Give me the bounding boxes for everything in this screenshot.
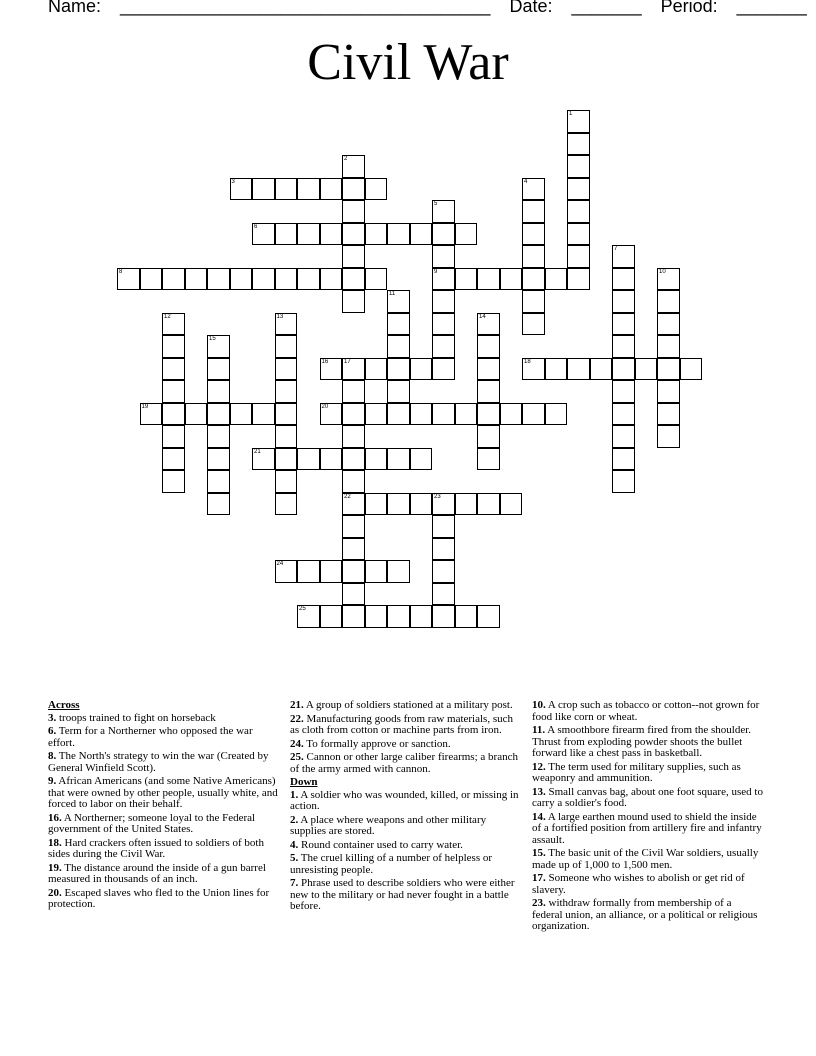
crossword-cell[interactable] xyxy=(590,358,613,381)
clue-item xyxy=(48,838,280,861)
crossword-cell[interactable] xyxy=(432,605,455,628)
crossword-cell[interactable] xyxy=(612,403,635,426)
clue-item xyxy=(532,762,764,785)
crossword-cell[interactable] xyxy=(432,245,455,268)
crossword-cell[interactable] xyxy=(342,448,365,471)
clue-number: 25. xyxy=(290,751,304,763)
clue-number: 1. xyxy=(290,788,299,801)
crossword-cell[interactable] xyxy=(207,380,230,403)
clue-number: 22 xyxy=(344,493,351,500)
crossword-cell[interactable] xyxy=(612,335,635,358)
crossword-cell[interactable] xyxy=(522,245,545,268)
crossword-cell[interactable] xyxy=(432,290,455,313)
clue-item xyxy=(48,813,280,836)
clue-number: 20. xyxy=(48,886,62,899)
crossword-cell[interactable] xyxy=(162,380,185,403)
clue-number: 19. xyxy=(48,861,62,874)
clue-number: 6 xyxy=(254,223,258,230)
clue-text: Hard crackers often issued to soldiers of both sides during the Civil War. xyxy=(48,836,264,860)
crossword-cell[interactable] xyxy=(162,448,185,471)
clues-column-3 xyxy=(532,700,764,935)
crossword-cell[interactable] xyxy=(410,358,433,381)
crossword-cell[interactable] xyxy=(275,335,298,358)
clue-number: 16. xyxy=(48,811,62,824)
crossword-cell[interactable] xyxy=(410,493,433,516)
crossword-cell[interactable] xyxy=(185,268,208,291)
clue-text: African Americans (and some Native Americans) that were owned by other people, usually white, and forced to labor on their behalf. xyxy=(48,775,278,810)
crossword-cell[interactable] xyxy=(342,290,365,313)
crossword-cell[interactable] xyxy=(567,110,590,133)
crossword-cell[interactable] xyxy=(207,493,230,516)
crossword-cell[interactable] xyxy=(320,448,343,471)
crossword-cell[interactable] xyxy=(432,358,455,381)
clue-number: 21. xyxy=(290,699,304,711)
crossword-cell[interactable] xyxy=(567,178,590,201)
down-clue-list xyxy=(532,700,764,933)
clue-number: 10 xyxy=(659,268,666,275)
clue-text: Term for a Northerner who opposed the war effort. xyxy=(48,725,253,749)
crossword-cell[interactable] xyxy=(342,380,365,403)
clue-number: 3 xyxy=(231,178,235,185)
clue-text: Round container used to carry water. xyxy=(298,838,463,851)
crossword-cell[interactable] xyxy=(297,178,320,201)
crossword-cell[interactable] xyxy=(657,358,680,381)
crossword-cell[interactable] xyxy=(207,425,230,448)
clue-number: 7 xyxy=(614,246,618,252)
crossword-cell[interactable] xyxy=(342,560,365,583)
clue-text: Cannon or other large caliber firearms; a branch of the army armed with cannon. xyxy=(290,751,518,775)
crossword-cell[interactable] xyxy=(252,268,275,291)
clue-item xyxy=(532,898,764,933)
clue-number: 5. xyxy=(290,852,299,864)
crossword-cell[interactable] xyxy=(410,403,433,426)
clue-number: 8 xyxy=(119,268,123,275)
clue-item xyxy=(290,790,522,813)
crossword-cell[interactable] xyxy=(477,268,500,291)
crossword-cell[interactable] xyxy=(342,268,365,291)
crossword-cell[interactable] xyxy=(522,290,545,313)
crossword-cell[interactable] xyxy=(342,358,365,381)
clue-item xyxy=(48,888,280,911)
crossword-cell[interactable] xyxy=(567,155,590,178)
clue-text: A group of soldiers stationed at a military post. xyxy=(303,699,513,711)
clue-number: 25 xyxy=(299,606,306,612)
crossword-cell[interactable] xyxy=(567,358,590,381)
crossword-cell[interactable] xyxy=(365,403,388,426)
crossword-cell[interactable] xyxy=(275,268,298,291)
period-blank[interactable]: _______ xyxy=(736,0,807,16)
clue-text: A Northerner; someone loyal to the Federal government of the United States. xyxy=(48,811,256,835)
crossword-cell[interactable] xyxy=(522,223,545,246)
clues-column-2 xyxy=(290,700,522,915)
crossword-cell[interactable] xyxy=(387,290,410,313)
clue-text: The basic unit of the Civil War soldiers, usually made up of 1,000 to 1,500 men. xyxy=(532,847,759,871)
crossword-cell[interactable] xyxy=(140,403,163,426)
clue-number: 13 xyxy=(276,313,284,320)
clue-number: 11 xyxy=(389,291,396,297)
crossword-cell[interactable] xyxy=(185,403,208,426)
crossword-cell[interactable] xyxy=(320,605,343,628)
clue-number: 17 xyxy=(344,358,351,365)
clue-number: 18 xyxy=(524,358,531,365)
crossword-cell[interactable] xyxy=(500,493,523,516)
crossword-cell[interactable] xyxy=(432,335,455,358)
crossword-cell[interactable] xyxy=(657,313,680,336)
crossword-cell[interactable] xyxy=(365,605,388,628)
crossword-cell[interactable] xyxy=(387,313,410,336)
crossword-cell[interactable] xyxy=(252,448,275,471)
crossword-cell[interactable] xyxy=(612,290,635,313)
crossword-cell[interactable] xyxy=(477,605,500,628)
clue-item xyxy=(532,812,764,847)
clue-number: 4 xyxy=(524,178,528,185)
crossword-cell[interactable] xyxy=(635,358,658,381)
crossword-cell[interactable] xyxy=(657,268,680,291)
crossword-cell[interactable] xyxy=(275,560,298,583)
clue-number: 8. xyxy=(48,750,57,762)
crossword-cell[interactable] xyxy=(162,403,185,426)
crossword-cell[interactable] xyxy=(365,268,388,291)
crossword-cell[interactable] xyxy=(567,268,590,291)
crossword-cell[interactable] xyxy=(522,358,545,381)
crossword-cell[interactable] xyxy=(612,313,635,336)
crossword-cell[interactable] xyxy=(612,268,635,291)
clue-number: 12. xyxy=(532,760,546,773)
crossword-cell[interactable] xyxy=(410,223,433,246)
clue-text: Someone who wishes to abolish or get rid of slavery. xyxy=(532,872,745,896)
crossword-cell[interactable] xyxy=(275,358,298,381)
clue-number: 23. xyxy=(532,897,546,909)
crossword-cell[interactable] xyxy=(297,223,320,246)
crossword-cell[interactable] xyxy=(432,313,455,336)
clue-item xyxy=(290,840,522,852)
crossword-cell[interactable] xyxy=(545,403,568,426)
crossword-cell[interactable] xyxy=(477,403,500,426)
crossword-cell[interactable] xyxy=(320,358,343,381)
crossword-cell[interactable] xyxy=(567,133,590,156)
crossword-cell[interactable] xyxy=(432,560,455,583)
crossword-cell[interactable] xyxy=(320,178,343,201)
crossword-cell[interactable] xyxy=(680,358,703,381)
crossword-cell[interactable] xyxy=(365,560,388,583)
crossword-cell[interactable] xyxy=(252,178,275,201)
clue-number: 9 xyxy=(434,268,438,275)
name-blank[interactable]: _____________________________________ xyxy=(120,0,491,16)
crossword-cell[interactable] xyxy=(320,560,343,583)
crossword-cell[interactable] xyxy=(477,448,500,471)
crossword-cell[interactable] xyxy=(522,178,545,201)
clue-number: 23 xyxy=(434,493,441,500)
date-label: Date: xyxy=(509,0,553,16)
clue-item xyxy=(48,751,280,774)
crossword-cell[interactable] xyxy=(252,403,275,426)
crossword-cell[interactable] xyxy=(140,268,163,291)
crossword-cell[interactable] xyxy=(320,268,343,291)
crossword-cell[interactable] xyxy=(387,448,410,471)
across-heading: Across xyxy=(48,699,80,711)
clue-item xyxy=(532,873,764,896)
crossword-cell[interactable] xyxy=(522,200,545,223)
crossword-cell[interactable] xyxy=(275,313,298,336)
crossword-cell[interactable] xyxy=(657,403,680,426)
clue-item xyxy=(48,713,280,725)
clue-item xyxy=(290,752,522,775)
clue-number: 16 xyxy=(321,358,329,365)
clue-number: 4. xyxy=(290,838,299,851)
clue-text: The cruel killing of a number of helpless or unresisting people. xyxy=(290,852,493,876)
crossword-cell[interactable] xyxy=(387,380,410,403)
clue-text: Manufacturing goods from raw materials, such as cloth from cotton or machine parts from iron. xyxy=(290,712,513,736)
crossword-cell[interactable] xyxy=(342,470,365,493)
name-label: Name: xyxy=(48,0,102,16)
crossword-cell[interactable] xyxy=(342,223,365,246)
crossword-cell[interactable] xyxy=(567,223,590,246)
crossword-cell[interactable] xyxy=(432,515,455,538)
crossword-cell[interactable] xyxy=(387,335,410,358)
crossword-cell[interactable] xyxy=(275,403,298,426)
crossword-cell[interactable] xyxy=(657,380,680,403)
crossword-cell[interactable] xyxy=(522,313,545,336)
crossword-cell[interactable] xyxy=(455,605,478,628)
crossword-cell[interactable] xyxy=(162,358,185,381)
crossword-cell[interactable] xyxy=(387,493,410,516)
crossword-cell[interactable] xyxy=(297,268,320,291)
crossword-cell[interactable] xyxy=(275,493,298,516)
crossword-cell[interactable] xyxy=(207,268,230,291)
crossword-cell[interactable] xyxy=(230,268,253,291)
crossword-cell[interactable] xyxy=(342,245,365,268)
crossword-cell[interactable] xyxy=(432,268,455,291)
crossword-cell[interactable] xyxy=(410,605,433,628)
clue-number: 2 xyxy=(344,156,348,162)
clue-text: Small canvas bag, about one foot square, used to carry a soldier's food. xyxy=(532,785,763,809)
crossword-cell[interactable] xyxy=(612,425,635,448)
crossword-cell[interactable] xyxy=(432,538,455,561)
crossword-cell[interactable] xyxy=(455,493,478,516)
clue-text: troops trained to fight on horseback xyxy=(56,711,216,724)
clue-number: 15. xyxy=(532,847,546,859)
clue-item xyxy=(532,848,764,871)
crossword-cell[interactable] xyxy=(567,200,590,223)
across-clue-list xyxy=(48,713,280,911)
clue-item xyxy=(290,853,522,876)
crossword-cell[interactable] xyxy=(117,268,140,291)
crossword-cell[interactable] xyxy=(545,358,568,381)
crossword-cell[interactable] xyxy=(387,403,410,426)
crossword-cell[interactable] xyxy=(455,223,478,246)
clue-number: 5 xyxy=(434,201,438,207)
crossword-cell[interactable] xyxy=(297,448,320,471)
crossword-cell[interactable] xyxy=(612,245,635,268)
clue-number: 22. xyxy=(290,712,304,725)
crossword-cell[interactable] xyxy=(477,493,500,516)
period-label: Period: xyxy=(660,0,718,16)
clue-number: 7. xyxy=(290,877,299,889)
clue-number: 10. xyxy=(532,699,546,711)
crossword-cell[interactable] xyxy=(455,268,478,291)
clue-text: A soldier who was wounded, killed, or missing in action. xyxy=(290,788,519,812)
clue-item xyxy=(48,726,280,749)
crossword-cell[interactable] xyxy=(297,560,320,583)
crossword-cell[interactable] xyxy=(275,380,298,403)
clue-text: To formally approve or sanction. xyxy=(303,737,451,750)
down-heading: Down xyxy=(290,776,318,788)
clue-text: The North's strategy to win the war (Created by General Winfield Scott). xyxy=(48,750,269,774)
crossword-cell[interactable] xyxy=(612,358,635,381)
clue-item xyxy=(290,815,522,838)
crossword-cell[interactable] xyxy=(342,425,365,448)
crossword-cell[interactable] xyxy=(477,425,500,448)
crossword-cell[interactable] xyxy=(477,313,500,336)
crossword-cell[interactable] xyxy=(522,403,545,426)
clue-item xyxy=(532,725,764,760)
crossword-cell[interactable] xyxy=(365,178,388,201)
clue-number: 6. xyxy=(48,725,57,737)
clue-number: 13. xyxy=(532,785,546,798)
crossword-cell[interactable] xyxy=(207,470,230,493)
crossword-cell[interactable] xyxy=(365,448,388,471)
clue-number: 1 xyxy=(569,111,573,117)
clue-item xyxy=(532,700,764,723)
clue-item xyxy=(48,863,280,886)
crossword-cell[interactable] xyxy=(657,290,680,313)
clues-column-1 xyxy=(48,700,280,913)
clue-number: 14. xyxy=(532,810,546,823)
crossword-cell[interactable] xyxy=(432,493,455,516)
crossword-cell[interactable] xyxy=(342,605,365,628)
crossword-cell[interactable] xyxy=(432,223,455,246)
crossword-cell[interactable] xyxy=(162,470,185,493)
crossword-cell[interactable] xyxy=(342,583,365,606)
clue-item xyxy=(290,714,522,737)
clue-item xyxy=(290,878,522,913)
crossword-cell[interactable] xyxy=(365,223,388,246)
clue-number: 20 xyxy=(321,403,329,410)
clue-text: A crop such as tobacco or cotton--not grown for food like corn or wheat. xyxy=(532,699,760,723)
crossword-cell[interactable] xyxy=(207,403,230,426)
crossword-cell[interactable] xyxy=(275,425,298,448)
crossword-cell[interactable] xyxy=(230,403,253,426)
crossword-cell[interactable] xyxy=(162,425,185,448)
crossword-cell[interactable] xyxy=(342,538,365,561)
crossword-cell[interactable] xyxy=(410,448,433,471)
crossword-cell[interactable] xyxy=(477,358,500,381)
clue-number: 9. xyxy=(48,775,57,787)
clue-number: 19 xyxy=(141,403,149,410)
crossword-cell[interactable] xyxy=(500,268,523,291)
crossword-cell[interactable] xyxy=(162,313,185,336)
crossword-cell[interactable] xyxy=(320,223,343,246)
crossword-cell[interactable] xyxy=(432,403,455,426)
crossword-cell[interactable] xyxy=(365,493,388,516)
clue-number: 17. xyxy=(532,872,546,884)
crossword-cell[interactable] xyxy=(657,335,680,358)
crossword-cell[interactable] xyxy=(162,335,185,358)
down-clue-list xyxy=(290,790,522,913)
crossword-cell[interactable] xyxy=(207,358,230,381)
clue-number: 12 xyxy=(164,313,171,320)
crossword-cell[interactable] xyxy=(545,268,568,291)
crossword-cell[interactable] xyxy=(207,335,230,358)
crossword-cell[interactable] xyxy=(477,380,500,403)
crossword-cell[interactable] xyxy=(432,200,455,223)
clue-number: 18. xyxy=(48,836,62,849)
crossword-cell[interactable] xyxy=(275,470,298,493)
clue-text: Escaped slaves who fled to the Union lines for protection. xyxy=(48,886,270,910)
crossword-cell[interactable] xyxy=(342,403,365,426)
crossword-cell[interactable] xyxy=(162,268,185,291)
crossword-cell[interactable] xyxy=(342,493,365,516)
crossword-cell[interactable] xyxy=(387,358,410,381)
crossword-cell[interactable] xyxy=(207,448,230,471)
clue-number: 2. xyxy=(290,813,299,826)
crossword-cell[interactable] xyxy=(342,155,365,178)
clue-text: The distance around the inside of a gun barrel measured in thousands of an inch. xyxy=(48,861,266,885)
crossword-cell[interactable] xyxy=(612,470,635,493)
clue-text: A large earthen mound used to shield the inside of a fortified position from artillery fire and infantry assault. xyxy=(532,810,762,846)
crossword-cell[interactable] xyxy=(252,223,275,246)
clue-number: 3. xyxy=(48,711,57,724)
crossword-cell[interactable] xyxy=(387,560,410,583)
clue-text: withdraw formally from membership of a federal union, an alliance, or a political or religious organization. xyxy=(532,897,758,932)
crossword-cell[interactable] xyxy=(477,335,500,358)
crossword-cell[interactable] xyxy=(432,583,455,606)
clue-item xyxy=(290,739,522,751)
clue-item xyxy=(532,787,764,810)
crossword-cell[interactable] xyxy=(365,358,388,381)
clue-number: 24 xyxy=(276,561,284,567)
crossword-cell[interactable] xyxy=(320,403,343,426)
crossword-cell[interactable] xyxy=(500,403,523,426)
crossword-cell[interactable] xyxy=(230,178,253,201)
across-clue-list xyxy=(290,700,522,775)
clue-text: A smoothbore firearm fired from the shoulder. Thrust from exploding powder shoots the bullet forward like a chest pass in basketball. xyxy=(532,724,752,759)
crossword-cell[interactable] xyxy=(342,178,365,201)
clue-number: 11. xyxy=(532,724,546,736)
date-blank[interactable]: _______ xyxy=(571,0,642,16)
crossword-cell[interactable] xyxy=(387,223,410,246)
crossword-cell[interactable] xyxy=(567,245,590,268)
crossword-cell[interactable] xyxy=(275,223,298,246)
clue-number: 14 xyxy=(479,313,486,320)
clue-text: Phrase used to describe soldiers who were either new to the military or had never fought in a battle before. xyxy=(290,877,515,912)
crossword-cell[interactable] xyxy=(342,200,365,223)
crossword-cell[interactable] xyxy=(275,178,298,201)
clue-number: 21 xyxy=(254,448,261,455)
crossword-cell[interactable] xyxy=(387,605,410,628)
crossword-cell[interactable] xyxy=(455,403,478,426)
crossword-cell[interactable] xyxy=(657,425,680,448)
crossword-cell[interactable] xyxy=(522,268,545,291)
clue-item xyxy=(48,776,280,811)
clue-number: 24. xyxy=(290,737,304,750)
crossword-cell[interactable] xyxy=(342,515,365,538)
clue-text: The term used for military supplies, such as weaponry and ammunition. xyxy=(532,760,741,784)
page-title: Civil War xyxy=(307,34,509,91)
crossword-cell[interactable] xyxy=(612,448,635,471)
clue-number: 15 xyxy=(209,336,216,342)
clue-text: A place where weapons and other military supplies are stored. xyxy=(290,813,487,837)
crossword-cell[interactable] xyxy=(275,448,298,471)
clue-item xyxy=(290,700,522,712)
crossword-cell[interactable] xyxy=(297,605,320,628)
crossword-cell[interactable] xyxy=(612,380,635,403)
